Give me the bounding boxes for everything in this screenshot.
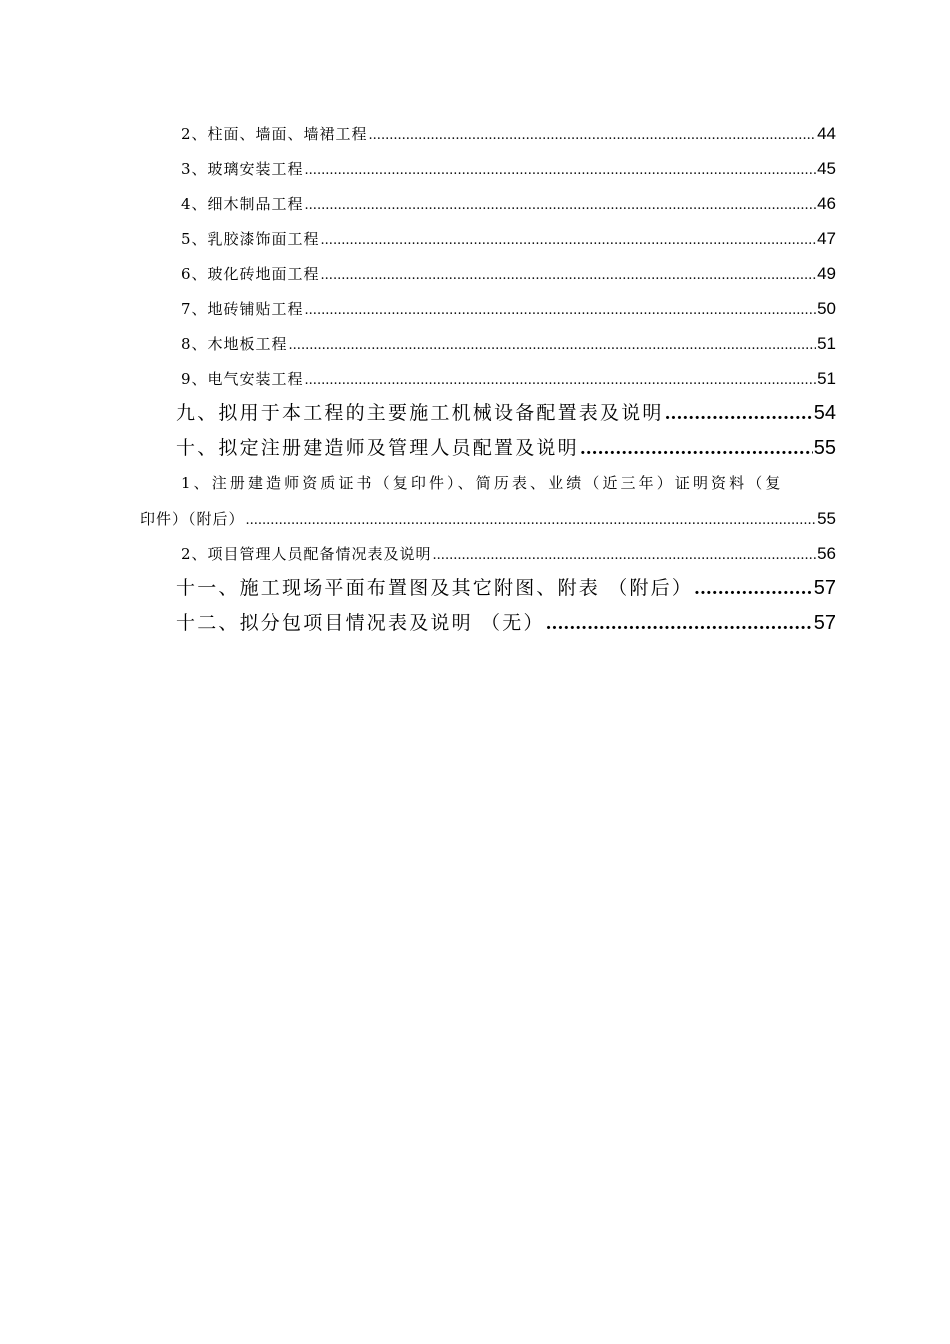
toc-entry-label: 2、柱面、墙面、墙裙工程 <box>181 125 368 143</box>
toc-entry[interactable] <box>140 221 836 256</box>
toc-entry[interactable] <box>140 186 836 221</box>
toc-wrapped-entry-line1[interactable]: 1、注册建造师资质证书（复印件）、简历表、业绩（近三年）证明资料（复 <box>181 474 784 492</box>
toc-page-number: 56 <box>817 544 836 563</box>
toc-section-entry[interactable] <box>140 606 836 641</box>
toc-entry[interactable] <box>140 536 836 571</box>
toc-entry-label: 4、细木制品工程 <box>181 195 304 213</box>
toc-leader-dots <box>305 153 817 188</box>
toc-entry[interactable] <box>140 361 836 396</box>
toc-leader-dots <box>289 328 817 363</box>
toc-entry-label: 8、木地板工程 <box>181 335 288 353</box>
toc-page-number: 45 <box>817 159 836 178</box>
toc-page-number: 57 <box>813 612 836 634</box>
toc-page-number: 57 <box>813 577 836 599</box>
toc-entry-label: 9、电气安装工程 <box>181 370 304 388</box>
toc-entry[interactable] <box>140 326 836 361</box>
toc-entry[interactable] <box>140 256 836 291</box>
toc-leader-dots <box>546 607 813 642</box>
toc-page-number: 55 <box>817 509 836 528</box>
toc-leader-dots <box>305 293 817 328</box>
toc-leader-dots <box>665 397 813 432</box>
toc-leader-dots <box>305 188 817 223</box>
toc-leader-dots <box>305 363 817 398</box>
table-of-contents <box>140 116 836 641</box>
toc-page-number: 55 <box>813 437 836 459</box>
toc-page-number: 51 <box>817 334 836 353</box>
toc-page-number: 47 <box>817 229 836 248</box>
toc-entry[interactable] <box>140 116 836 151</box>
toc-leader-dots <box>246 503 817 538</box>
toc-entry-label: 2、项目管理人员配备情况表及说明 <box>181 545 432 563</box>
toc-entry-label: 3、玻璃安装工程 <box>181 160 304 178</box>
toc-leader-dots <box>369 118 817 153</box>
toc-leader-dots <box>694 572 813 607</box>
toc-entry-label: 九、拟用于本工程的主要施工机械设备配置表及说明 <box>176 402 664 424</box>
toc-wrapped-entry-line2[interactable] <box>140 501 836 536</box>
toc-leader-dots <box>433 538 817 573</box>
toc-entry-label: 6、玻化砖地面工程 <box>181 265 320 283</box>
toc-page-number: 49 <box>817 264 836 283</box>
toc-page-number: 44 <box>817 124 836 143</box>
toc-entry[interactable] <box>140 151 836 186</box>
toc-leader-dots <box>321 223 817 258</box>
toc-entry-label: 7、地砖铺贴工程 <box>181 300 304 318</box>
toc-leader-dots <box>321 258 817 293</box>
toc-entry-label: 十、拟定注册建造师及管理人员配置及说明 <box>176 437 579 459</box>
toc-page-number: 51 <box>817 369 836 388</box>
toc-entry-label: 5、乳胶漆饰面工程 <box>181 230 320 248</box>
toc-entry-label: 十一、施工现场平面布置图及其它附图、附表 （附后） <box>176 577 694 599</box>
toc-page-number: 54 <box>813 402 836 424</box>
toc-entry-label: 十二、拟分包项目情况表及说明 （无） <box>176 612 545 634</box>
toc-section-entry[interactable] <box>140 431 836 466</box>
toc-leader-dots <box>580 432 813 467</box>
toc-entry-label: 印件）（附后） <box>140 510 245 528</box>
toc-page-number: 46 <box>817 194 836 213</box>
toc-page-number: 50 <box>817 299 836 318</box>
toc-section-entry[interactable] <box>140 396 836 431</box>
toc-entry[interactable] <box>140 291 836 326</box>
toc-section-entry[interactable] <box>140 571 836 606</box>
